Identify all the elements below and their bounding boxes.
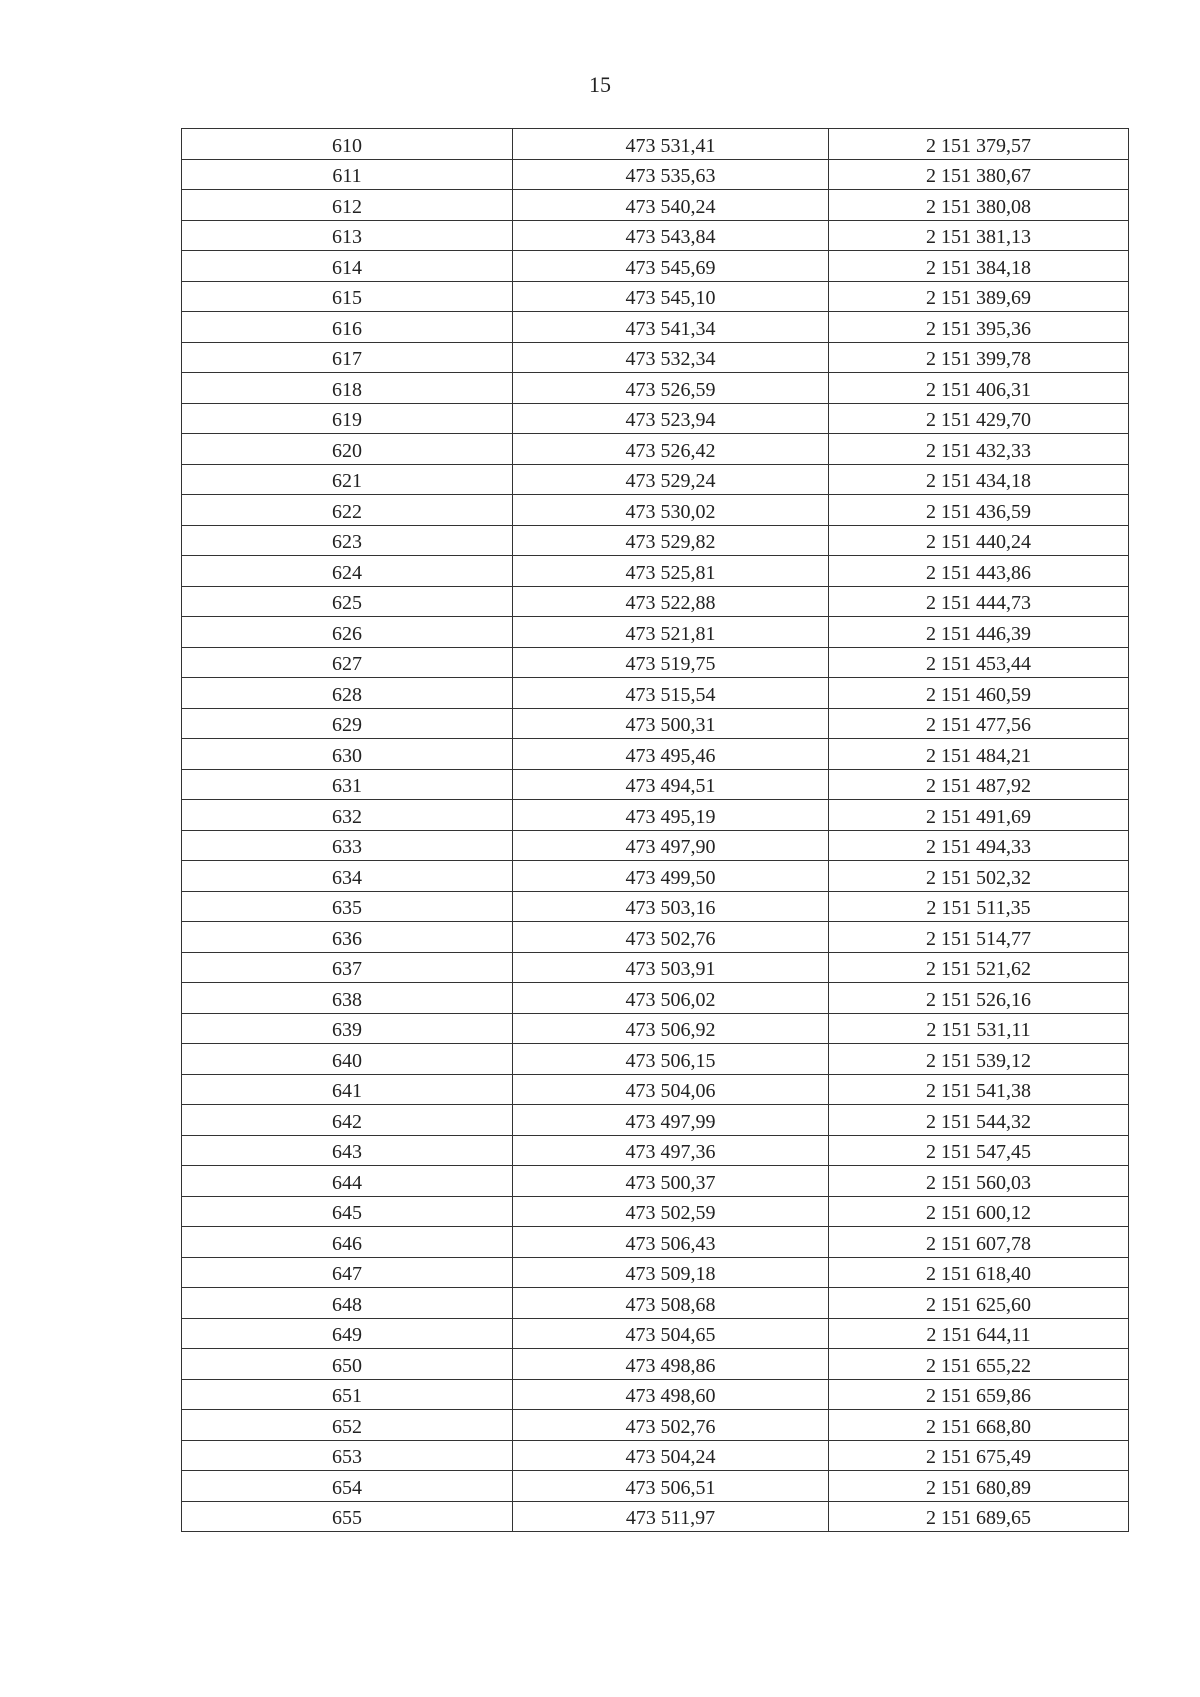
- x-coordinate-cell: 473 503,16: [513, 891, 829, 922]
- point-number-cell: 641: [182, 1074, 513, 1105]
- y-coordinate-cell: 2 151 406,31: [829, 373, 1129, 404]
- point-number-cell: 615: [182, 281, 513, 312]
- point-number-cell: 610: [182, 129, 513, 160]
- y-coordinate-cell: 2 151 429,70: [829, 403, 1129, 434]
- y-coordinate-cell: 2 151 680,89: [829, 1471, 1129, 1502]
- x-coordinate-cell: 473 523,94: [513, 403, 829, 434]
- table-row: [182, 861, 1129, 892]
- point-number-cell: 633: [182, 830, 513, 861]
- y-coordinate-cell: 2 151 380,08: [829, 190, 1129, 221]
- point-number-cell: 638: [182, 983, 513, 1014]
- table-row: [182, 891, 1129, 922]
- point-number-cell: 654: [182, 1471, 513, 1502]
- y-coordinate-cell: 2 151 511,35: [829, 891, 1129, 922]
- y-coordinate-cell: 2 151 531,11: [829, 1013, 1129, 1044]
- table-row: [182, 495, 1129, 526]
- point-number-cell: 639: [182, 1013, 513, 1044]
- table-row: [182, 251, 1129, 282]
- point-number-cell: 630: [182, 739, 513, 770]
- x-coordinate-cell: 473 499,50: [513, 861, 829, 892]
- x-coordinate-cell: 473 506,51: [513, 1471, 829, 1502]
- y-coordinate-cell: 2 151 460,59: [829, 678, 1129, 709]
- x-coordinate-cell: 473 526,42: [513, 434, 829, 465]
- coordinates-table-body: [182, 129, 1129, 1532]
- x-coordinate-cell: 473 521,81: [513, 617, 829, 648]
- y-coordinate-cell: 2 151 440,24: [829, 525, 1129, 556]
- y-coordinate-cell: 2 151 600,12: [829, 1196, 1129, 1227]
- x-coordinate-cell: 473 530,02: [513, 495, 829, 526]
- table-row: [182, 1410, 1129, 1441]
- y-coordinate-cell: 2 151 539,12: [829, 1044, 1129, 1075]
- point-number-cell: 632: [182, 800, 513, 831]
- y-coordinate-cell: 2 151 526,16: [829, 983, 1129, 1014]
- x-coordinate-cell: 473 502,76: [513, 922, 829, 953]
- y-coordinate-cell: 2 151 547,45: [829, 1135, 1129, 1166]
- y-coordinate-cell: 2 151 432,33: [829, 434, 1129, 465]
- point-number-cell: 625: [182, 586, 513, 617]
- y-coordinate-cell: 2 151 502,32: [829, 861, 1129, 892]
- table-row: [182, 769, 1129, 800]
- x-coordinate-cell: 473 506,15: [513, 1044, 829, 1075]
- point-number-cell: 649: [182, 1318, 513, 1349]
- y-coordinate-cell: 2 151 541,38: [829, 1074, 1129, 1105]
- point-number-cell: 655: [182, 1501, 513, 1532]
- x-coordinate-cell: 473 497,36: [513, 1135, 829, 1166]
- y-coordinate-cell: 2 151 487,92: [829, 769, 1129, 800]
- y-coordinate-cell: 2 151 494,33: [829, 830, 1129, 861]
- table-row: [182, 373, 1129, 404]
- table-row: [182, 739, 1129, 770]
- x-coordinate-cell: 473 525,81: [513, 556, 829, 587]
- x-coordinate-cell: 473 545,69: [513, 251, 829, 282]
- y-coordinate-cell: 2 151 689,65: [829, 1501, 1129, 1532]
- x-coordinate-cell: 473 494,51: [513, 769, 829, 800]
- point-number-cell: 619: [182, 403, 513, 434]
- page-number: 15: [589, 72, 611, 97]
- y-coordinate-cell: 2 151 443,86: [829, 556, 1129, 587]
- y-coordinate-cell: 2 151 668,80: [829, 1410, 1129, 1441]
- table-row: [182, 159, 1129, 190]
- table-row: [182, 800, 1129, 831]
- y-coordinate-cell: 2 151 444,73: [829, 586, 1129, 617]
- y-coordinate-cell: 2 151 655,22: [829, 1349, 1129, 1380]
- table-row: [182, 1105, 1129, 1136]
- y-coordinate-cell: 2 151 644,11: [829, 1318, 1129, 1349]
- table-row: [182, 1135, 1129, 1166]
- x-coordinate-cell: 473 504,06: [513, 1074, 829, 1105]
- table-row: [182, 1257, 1129, 1288]
- point-number-cell: 621: [182, 464, 513, 495]
- x-coordinate-cell: 473 498,60: [513, 1379, 829, 1410]
- point-number-cell: 629: [182, 708, 513, 739]
- point-number-cell: 620: [182, 434, 513, 465]
- y-coordinate-cell: 2 151 491,69: [829, 800, 1129, 831]
- x-coordinate-cell: 473 545,10: [513, 281, 829, 312]
- point-number-cell: 627: [182, 647, 513, 678]
- x-coordinate-cell: 473 497,99: [513, 1105, 829, 1136]
- x-coordinate-cell: 473 502,59: [513, 1196, 829, 1227]
- y-coordinate-cell: 2 151 436,59: [829, 495, 1129, 526]
- point-number-cell: 653: [182, 1440, 513, 1471]
- table-row: [182, 1471, 1129, 1502]
- point-number-cell: 642: [182, 1105, 513, 1136]
- x-coordinate-cell: 473 515,54: [513, 678, 829, 709]
- table-row: [182, 190, 1129, 221]
- x-coordinate-cell: 473 500,37: [513, 1166, 829, 1197]
- point-number-cell: 611: [182, 159, 513, 190]
- y-coordinate-cell: 2 151 399,78: [829, 342, 1129, 373]
- x-coordinate-cell: 473 506,43: [513, 1227, 829, 1258]
- point-number-cell: 612: [182, 190, 513, 221]
- table-row: [182, 1074, 1129, 1105]
- x-coordinate-cell: 473 495,46: [513, 739, 829, 770]
- point-number-cell: 650: [182, 1349, 513, 1380]
- x-coordinate-cell: 473 508,68: [513, 1288, 829, 1319]
- point-number-cell: 613: [182, 220, 513, 251]
- x-coordinate-cell: 473 543,84: [513, 220, 829, 251]
- point-number-cell: 646: [182, 1227, 513, 1258]
- table-row: [182, 586, 1129, 617]
- x-coordinate-cell: 473 495,19: [513, 800, 829, 831]
- point-number-cell: 618: [182, 373, 513, 404]
- y-coordinate-cell: 2 151 618,40: [829, 1257, 1129, 1288]
- y-coordinate-cell: 2 151 544,32: [829, 1105, 1129, 1136]
- point-number-cell: 647: [182, 1257, 513, 1288]
- x-coordinate-cell: 473 502,76: [513, 1410, 829, 1441]
- y-coordinate-cell: 2 151 521,62: [829, 952, 1129, 983]
- point-number-cell: 617: [182, 342, 513, 373]
- point-number-cell: 652: [182, 1410, 513, 1441]
- x-coordinate-cell: 473 506,92: [513, 1013, 829, 1044]
- x-coordinate-cell: 473 504,24: [513, 1440, 829, 1471]
- y-coordinate-cell: 2 151 395,36: [829, 312, 1129, 343]
- y-coordinate-cell: 2 151 384,18: [829, 251, 1129, 282]
- y-coordinate-cell: 2 151 560,03: [829, 1166, 1129, 1197]
- table-row: [182, 556, 1129, 587]
- table-row: [182, 1013, 1129, 1044]
- point-number-cell: 651: [182, 1379, 513, 1410]
- point-number-cell: 645: [182, 1196, 513, 1227]
- point-number-cell: 631: [182, 769, 513, 800]
- y-coordinate-cell: 2 151 389,69: [829, 281, 1129, 312]
- y-coordinate-cell: 2 151 514,77: [829, 922, 1129, 953]
- table-row: [182, 1318, 1129, 1349]
- y-coordinate-cell: 2 151 625,60: [829, 1288, 1129, 1319]
- x-coordinate-cell: 473 532,34: [513, 342, 829, 373]
- table-row: [182, 1379, 1129, 1410]
- point-number-cell: 623: [182, 525, 513, 556]
- point-number-cell: 614: [182, 251, 513, 282]
- point-number-cell: 640: [182, 1044, 513, 1075]
- table-row: [182, 1501, 1129, 1532]
- point-number-cell: 634: [182, 861, 513, 892]
- table-row: [182, 525, 1129, 556]
- table-row: [182, 1166, 1129, 1197]
- y-coordinate-cell: 2 151 659,86: [829, 1379, 1129, 1410]
- x-coordinate-cell: 473 498,86: [513, 1349, 829, 1380]
- x-coordinate-cell: 473 535,63: [513, 159, 829, 190]
- table-row: [182, 922, 1129, 953]
- x-coordinate-cell: 473 531,41: [513, 129, 829, 160]
- table-row: [182, 1288, 1129, 1319]
- table-row: [182, 1349, 1129, 1380]
- point-number-cell: 635: [182, 891, 513, 922]
- x-coordinate-cell: 473 511,97: [513, 1501, 829, 1532]
- x-coordinate-cell: 473 526,59: [513, 373, 829, 404]
- table-row: [182, 1440, 1129, 1471]
- table-row: [182, 220, 1129, 251]
- table-row: [182, 281, 1129, 312]
- x-coordinate-cell: 473 519,75: [513, 647, 829, 678]
- table-row: [182, 464, 1129, 495]
- y-coordinate-cell: 2 151 446,39: [829, 617, 1129, 648]
- y-coordinate-cell: 2 151 381,13: [829, 220, 1129, 251]
- x-coordinate-cell: 473 506,02: [513, 983, 829, 1014]
- x-coordinate-cell: 473 522,88: [513, 586, 829, 617]
- table-row: [182, 1227, 1129, 1258]
- point-number-cell: 648: [182, 1288, 513, 1319]
- x-coordinate-cell: 473 509,18: [513, 1257, 829, 1288]
- point-number-cell: 636: [182, 922, 513, 953]
- table-row: [182, 1196, 1129, 1227]
- table-row: [182, 830, 1129, 861]
- y-coordinate-cell: 2 151 477,56: [829, 708, 1129, 739]
- coordinates-table: [181, 128, 1129, 1532]
- point-number-cell: 637: [182, 952, 513, 983]
- table-row: [182, 403, 1129, 434]
- point-number-cell: 616: [182, 312, 513, 343]
- table-row: [182, 342, 1129, 373]
- point-number-cell: 622: [182, 495, 513, 526]
- table-row: [182, 983, 1129, 1014]
- y-coordinate-cell: 2 151 453,44: [829, 647, 1129, 678]
- point-number-cell: 624: [182, 556, 513, 587]
- table-row: [182, 434, 1129, 465]
- point-number-cell: 643: [182, 1135, 513, 1166]
- x-coordinate-cell: 473 500,31: [513, 708, 829, 739]
- y-coordinate-cell: 2 151 379,57: [829, 129, 1129, 160]
- table-row: [182, 678, 1129, 709]
- x-coordinate-cell: 473 503,91: [513, 952, 829, 983]
- x-coordinate-cell: 473 529,82: [513, 525, 829, 556]
- x-coordinate-cell: 473 529,24: [513, 464, 829, 495]
- table-row: [182, 129, 1129, 160]
- x-coordinate-cell: 473 497,90: [513, 830, 829, 861]
- table-row: [182, 708, 1129, 739]
- y-coordinate-cell: 2 151 484,21: [829, 739, 1129, 770]
- x-coordinate-cell: 473 541,34: [513, 312, 829, 343]
- table-row: [182, 647, 1129, 678]
- table-row: [182, 1044, 1129, 1075]
- point-number-cell: 644: [182, 1166, 513, 1197]
- x-coordinate-cell: 473 540,24: [513, 190, 829, 221]
- point-number-cell: 628: [182, 678, 513, 709]
- point-number-cell: 626: [182, 617, 513, 648]
- y-coordinate-cell: 2 151 434,18: [829, 464, 1129, 495]
- table-row: [182, 617, 1129, 648]
- y-coordinate-cell: 2 151 607,78: [829, 1227, 1129, 1258]
- table-row: [182, 312, 1129, 343]
- y-coordinate-cell: 2 151 380,67: [829, 159, 1129, 190]
- y-coordinate-cell: 2 151 675,49: [829, 1440, 1129, 1471]
- x-coordinate-cell: 473 504,65: [513, 1318, 829, 1349]
- table-row: [182, 952, 1129, 983]
